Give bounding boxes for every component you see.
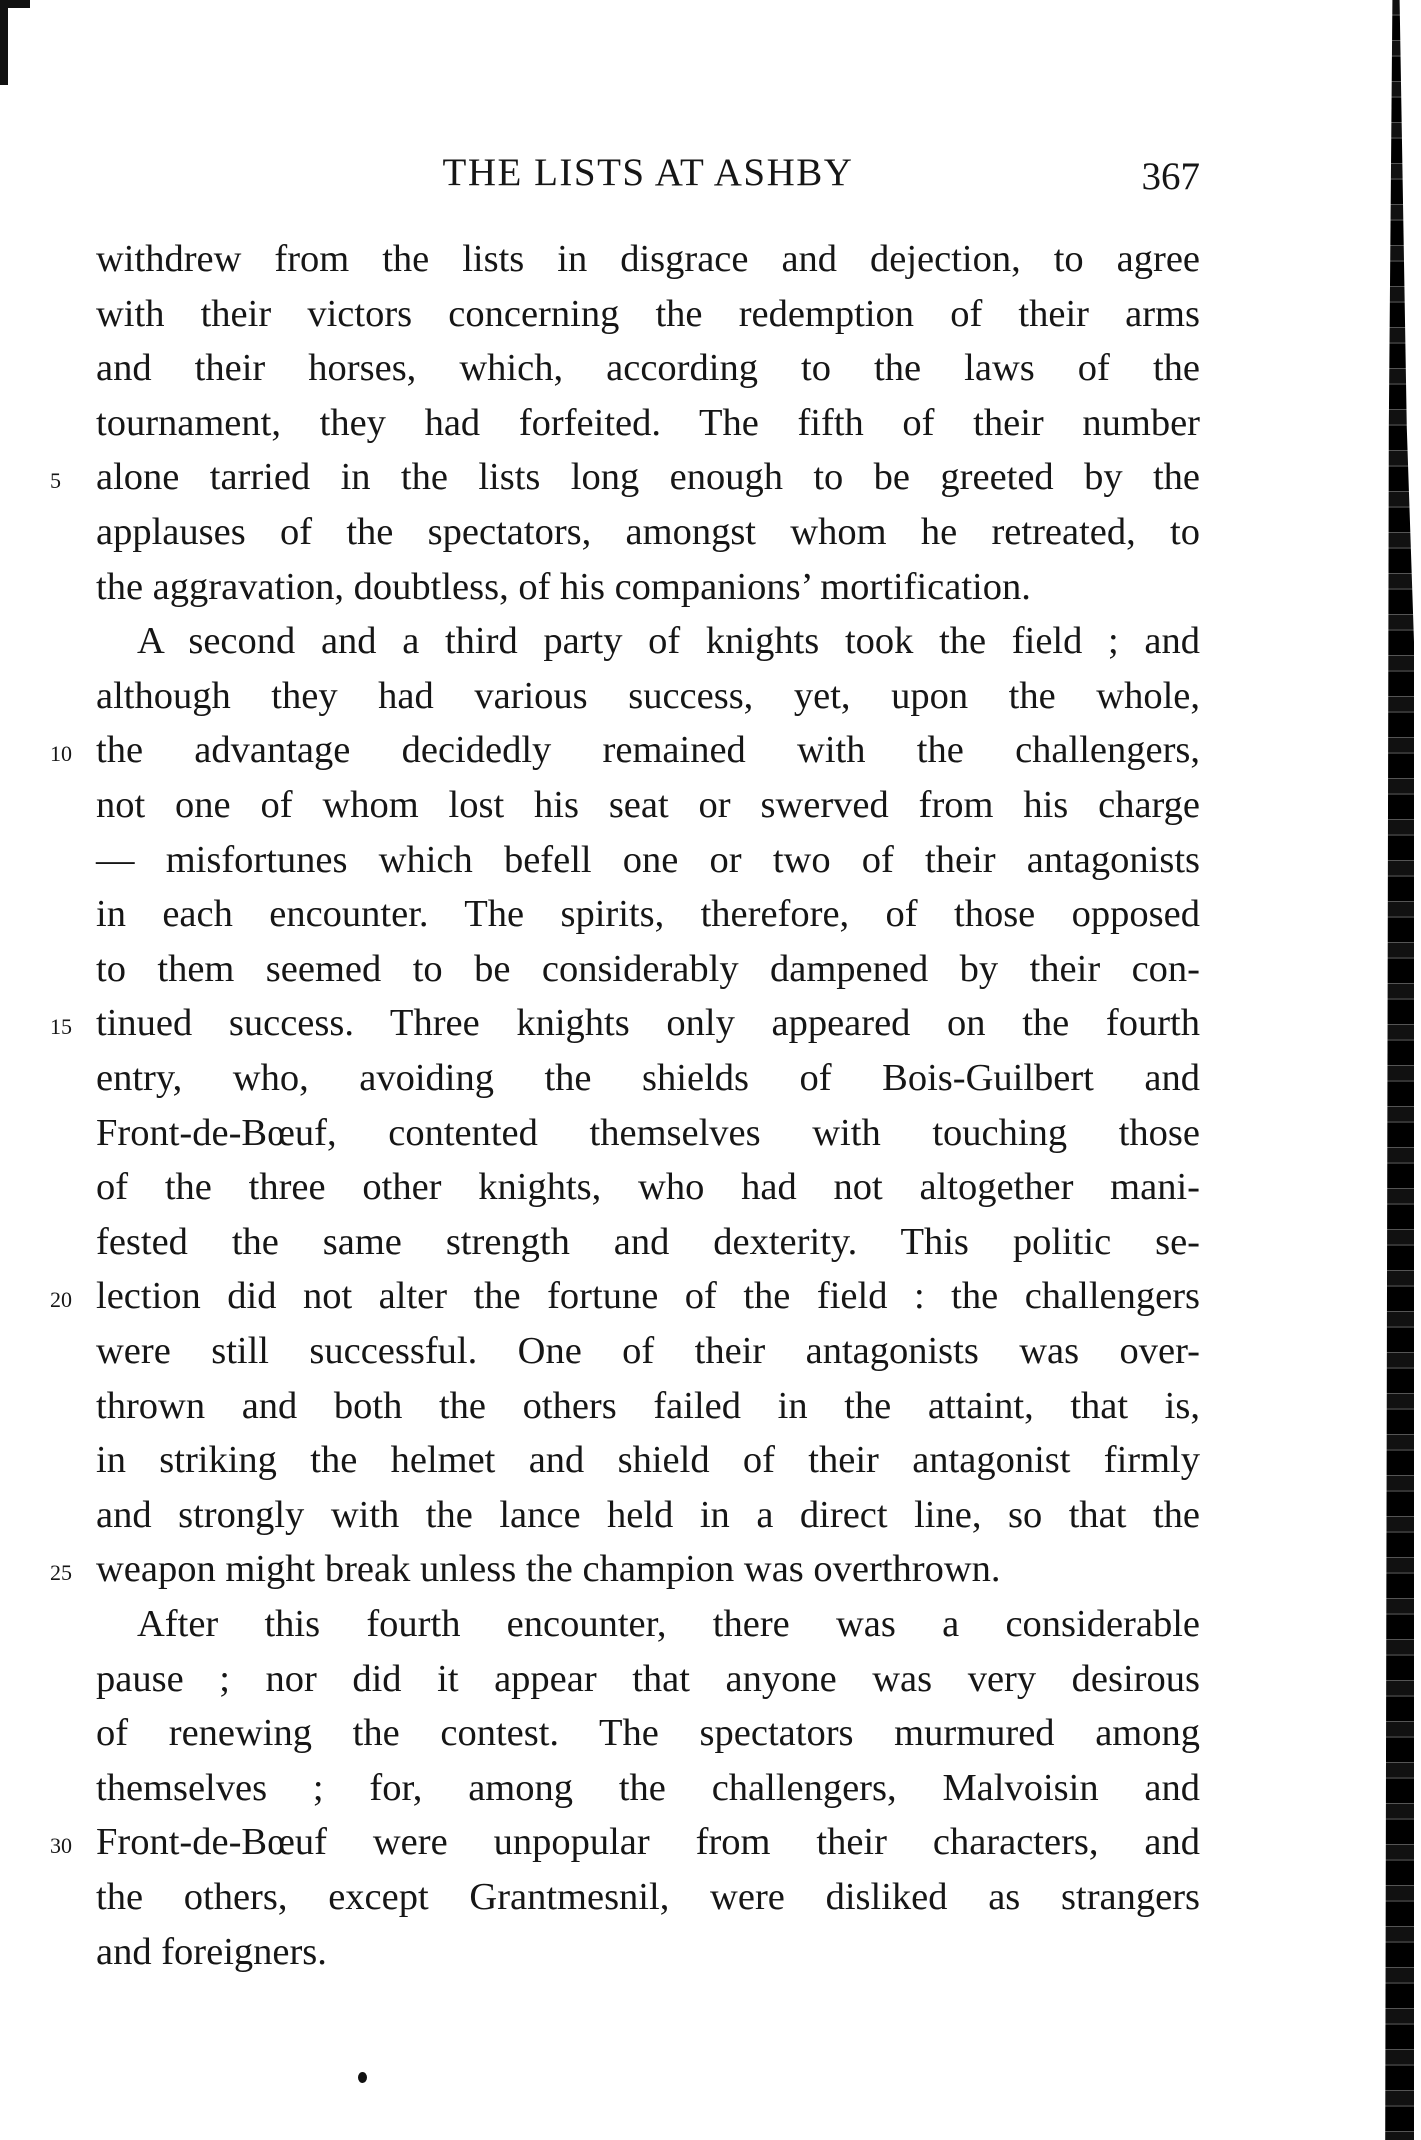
page-number: 367 [1141, 155, 1200, 198]
text-line: in each encounter. The spirits, therefore, of those opposed [96, 893, 1200, 936]
text-line: and their horses, which, according to the laws of the [96, 347, 1200, 390]
text-line: of renewing the contest. The spectators murmured among [96, 1712, 1200, 1755]
text-line: — misfortunes which befell one or two of their antagonists [96, 838, 1200, 881]
text-line: of the three other knights, who had not altogether mani- [96, 1166, 1200, 1209]
text-line: although they had various success, yet, upon the whole, [96, 674, 1200, 717]
text-line: pause ; nor did it appear that anyone was very desirous [96, 1657, 1200, 1700]
text-line: to them seemed to be considerably dampened by their con- [96, 947, 1200, 990]
text-line: weapon might break unless the champion was overthrown. [96, 1548, 1001, 1591]
crop-mark [0, 0, 8, 85]
running-title: THE LISTS AT ASHBY [442, 151, 854, 194]
text-line: the advantage decidedly remained with the challengers, [96, 729, 1200, 772]
text-line: Front-de-Bœuf were unpopular from their characters, and [96, 1821, 1200, 1864]
text-line: the others, except Grantmesnil, were disliked as strangers [96, 1876, 1200, 1918]
text-line: After this fourth encounter, there was a considerable [137, 1603, 1200, 1645]
text-line: tinued success. Three knights only appeared on the fourth [96, 1002, 1200, 1045]
ink-speck [358, 2072, 367, 2083]
text-line: themselves ; for, among the challengers, Malvoisin and [96, 1766, 1200, 1809]
text-line: tournament, they had forfeited. The fifth of their number [96, 401, 1200, 444]
text-line: applauses of the spectators, amongst whom he retreated, to [96, 511, 1200, 553]
line-number: 5 [50, 468, 61, 494]
text-line: Front-de-Bœuf, contented themselves with touching those [96, 1111, 1200, 1154]
text-line: were still successful. One of their antagonists was over- [96, 1330, 1200, 1372]
text-line: lection did not alter the fortune of the field : the challengers [96, 1275, 1200, 1318]
text-line: with their victors concerning the redemption of their arms [96, 292, 1200, 335]
line-number: 25 [50, 1560, 72, 1586]
text-line: A second and a third party of knights took the field ; and [137, 620, 1200, 663]
text-line: entry, who, avoiding the shields of Bois-Guilbert and [96, 1057, 1200, 1099]
text-line: the aggravation, doubtless, of his companions’ mortification. [96, 565, 1031, 608]
text-line: withdrew from the lists in disgrace and dejection, to agree [96, 238, 1200, 280]
line-number: 20 [50, 1287, 72, 1313]
text-line: and strongly with the lance held in a direct line, so that the [96, 1493, 1200, 1536]
text-line: in striking the helmet and shield of their antagonist firmly [96, 1439, 1200, 1482]
page-header [96, 150, 1200, 206]
page-edge-shadow [1378, 0, 1414, 2140]
text-line: fested the same strength and dexterity. This politic se- [96, 1220, 1200, 1263]
text-line: thrown and both the others failed in the attaint, that is, [96, 1384, 1200, 1427]
line-number: 15 [50, 1014, 72, 1040]
line-number: 10 [50, 741, 72, 767]
text-line: not one of whom lost his seat or swerved from his charge [96, 784, 1200, 826]
line-number: 30 [50, 1833, 72, 1859]
text-line: and foreigners. [96, 1930, 327, 1973]
text-line: alone tarried in the lists long enough to be greeted by the [96, 456, 1200, 499]
